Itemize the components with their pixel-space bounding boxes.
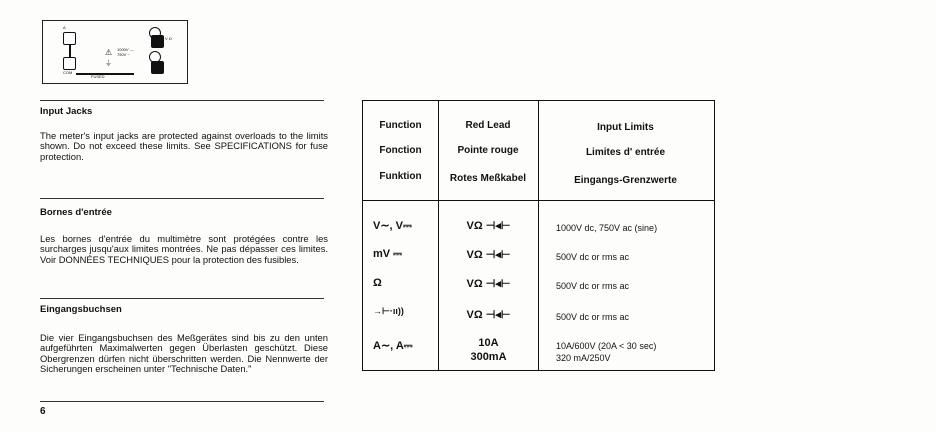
warning-subtext: 750V ~ <box>117 52 130 57</box>
row-function: Ω <box>373 277 382 289</box>
a-jack-icon <box>63 32 76 45</box>
column-divider <box>538 101 539 370</box>
header-red-lead-en: Red Lead <box>465 120 511 131</box>
input-limits-table <box>362 100 715 371</box>
section-body-input-jacks: The meter's input jacks are protected against overloads to the limits shown. Do not exceed these limits. See SPECIFICATIONS for fuse protection. <box>40 130 328 162</box>
input-jacks-diagram <box>42 20 188 84</box>
diagram-label-fused: FUSED <box>91 74 105 79</box>
section-body-bornes: Les bornes d'entrée du multimètre sont protégées contre les surcharges jusqu'aux limites montrées. Ne pas dépasser ces limites. Voir DONNÉES TECHNIQUES pour la protection des fusibles. <box>40 233 328 265</box>
section-title-input-jacks: Input Jacks <box>40 106 93 117</box>
row-red-lead: VΩ ⊣◂⊢ <box>466 249 511 261</box>
row-function: A∼, A⎓ <box>373 340 413 352</box>
section-title-bornes: Bornes d'entrée <box>40 207 112 218</box>
row-limit: 500V dc or rms ac <box>556 281 630 291</box>
com-jack-icon <box>63 57 76 70</box>
row-red-lead-2: 300mA <box>470 351 507 363</box>
ground-icon: ⏚ <box>105 60 112 67</box>
header-limits-de: Eingangs-Grenzwerte <box>574 175 677 186</box>
row-function: V∼, V⎓ <box>373 220 412 232</box>
diagram-label-a: A <box>63 25 66 30</box>
divider <box>40 298 324 299</box>
header-function-en: Function <box>379 120 422 131</box>
row-red-lead: 10A <box>478 337 499 349</box>
header-divider <box>363 200 714 201</box>
a-wire <box>69 45 71 57</box>
warning-text: 1000V --- <box>117 47 134 52</box>
row-red-lead: VΩ ⊣◂⊢ <box>466 309 511 321</box>
diagram-label-vohm: V Ω <box>165 36 172 41</box>
warning-triangle-icon: ⚠ <box>105 48 113 57</box>
header-function-de: Funktion <box>379 171 422 182</box>
header-red-lead-de: Rotes Meßkabel <box>449 173 527 184</box>
divider <box>40 198 324 199</box>
column-divider <box>438 101 439 370</box>
fused-wire <box>76 73 134 75</box>
row-function: →⊢·ıı)) <box>373 306 404 316</box>
v-ohm-jack-icon <box>151 35 164 48</box>
page-number: 6 <box>40 406 46 417</box>
row-limit: 10A/600V (20A < 30 sec) <box>556 341 657 351</box>
row-limit: 500V dc or rms ac <box>556 252 630 262</box>
header-limits-en: Input Limits <box>597 122 654 133</box>
section-title-eingangsbuchsen: Eingangsbuchsen <box>40 304 122 315</box>
row-limit-2: 320 mA/250V <box>556 353 611 363</box>
diagram-label-com: COM <box>63 70 73 75</box>
header-function-fr: Fonction <box>379 145 422 156</box>
row-red-lead: VΩ ⊣◂⊢ <box>466 278 511 290</box>
row-function: mV ⎓ <box>373 248 402 260</box>
row-red-lead: VΩ ⊣◂⊢ <box>466 220 511 232</box>
divider <box>40 401 324 402</box>
header-limits-fr: Limites d' entrée <box>585 147 666 158</box>
divider <box>40 100 324 101</box>
lower-jack-icon <box>151 61 164 74</box>
row-limit: 1000V dc, 750V ac (sine) <box>556 223 658 233</box>
row-limit: 500V dc or rms ac <box>556 312 630 322</box>
section-body-eingangsbuchsen: Die vier Eingangsbuchsen des Meßgerätes sind bis zu den unten aufgeführten Maximalwerten gegen Überlasten geschützt. Diese Obergrenzen dürfen nicht überschritten werden. Die Nennwerte der Sicherungen erscheinen unter "Technische Daten." <box>40 332 328 374</box>
header-red-lead-fr: Pointe rouge <box>457 145 519 156</box>
